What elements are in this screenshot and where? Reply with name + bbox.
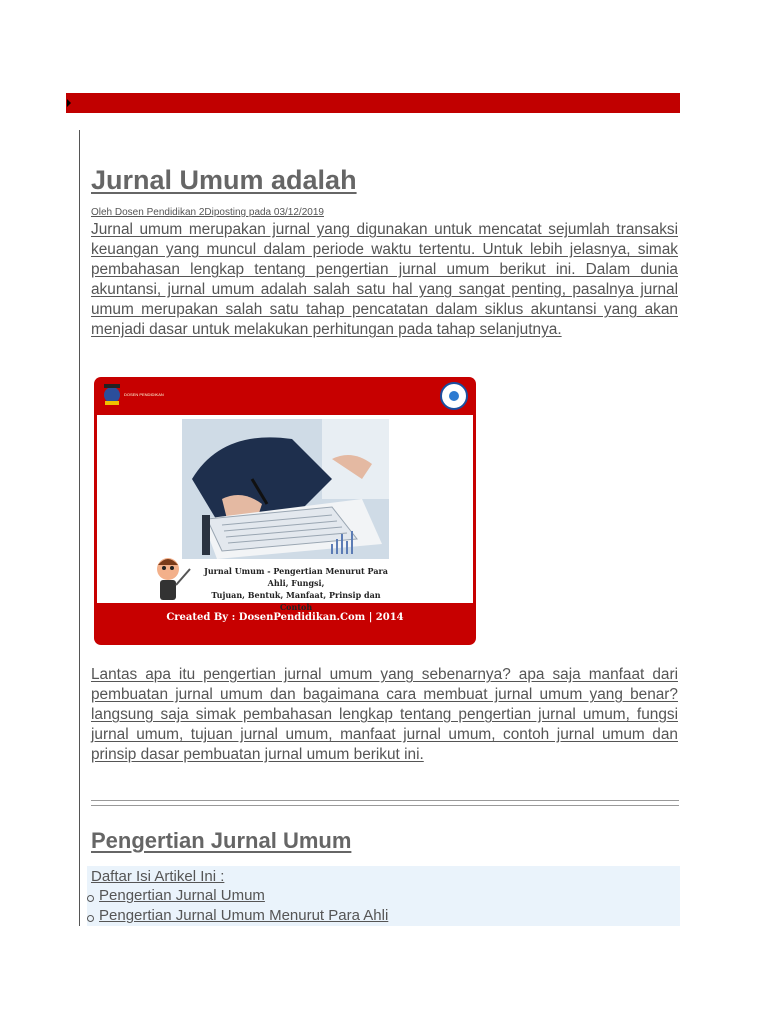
toc-title: Daftar Isi Artikel Ini :: [91, 868, 225, 885]
circle-bullet-icon: [87, 895, 94, 902]
table-of-contents: [87, 866, 680, 926]
caption-line-1: Jurnal Umum - Pengertian Menurut Para Ahli, Fungsi,: [204, 566, 388, 588]
figure-header: [94, 377, 476, 415]
logo-wordmark: DOSEN PENDIDIKAN: [124, 392, 164, 397]
circle-bullet-icon: [87, 915, 94, 922]
toc-item-pengertian-menurut-para-ahli[interactable]: [99, 907, 388, 924]
intro-paragraph[interactable]: Jurnal umum merupakan jurnal yang digunakan untuk mencatat sejumlah transaksi keuangan yang muncul dalam periode waktu tertentu. Untuk lebih jelasnya, simak pembahasan lengkap tentang pengertian jurnal umum berikut ini. Dalam dunia akuntansi, jurnal umum adalah salah satu hal yang sangat penting, pasalnya jurnal umum merupakan salah satu tahap pencatatan dalam siklus akuntansi yang akan menjadi dasar untuk melakukan perhitungan pada tahap selanjutnya.: [91, 221, 678, 338]
second-paragraph[interactable]: Lantas apa itu pengertian jurnal umum yang sebenarnya? apa saja manfaat dari pembuatan jurnal umum dan bagaimana cara membuat jurnal umum yang benar? langsung saja simak pembahasan lengkap tentang pengertian jurnal umum, fungsi jurnal umum, tujuan jurnal umum, manfaat jurnal umum, contoh jurnal umum dan prinsip dasar pembuatan jurnal umum berikut ini.: [91, 666, 678, 763]
top-red-banner: [66, 93, 680, 113]
section-heading[interactable]: Pengertian Jurnal Umum: [91, 828, 352, 853]
toc-item-label: Pengertian Jurnal Umum: [99, 887, 265, 904]
toc-item-pengertian-jurnal-umum[interactable]: [99, 887, 265, 904]
accounting-photo: [182, 419, 389, 559]
article-figure[interactable]: [94, 377, 476, 645]
article-title[interactable]: Jurnal Umum adalah: [91, 165, 357, 195]
article-meta[interactable]: Oleh Dosen Pendidikan 2Diposting pada 03/12/2019: [91, 207, 324, 218]
toc-item-label: Pengertian Jurnal Umum Menurut Para Ahli: [99, 907, 389, 924]
figure-credit: Created By : DosenPendidikan.Com | 2014: [166, 612, 404, 623]
professor-mascot-icon: [152, 555, 192, 603]
caret-right-icon: [67, 99, 71, 107]
divider-top: [91, 800, 679, 801]
caption-line-2: Tujuan, Bentuk, Manfaat, Prinsip dan Contoh: [211, 590, 381, 612]
tut-wuri-handayani-seal-icon: [440, 382, 468, 410]
divider-bottom: [91, 805, 679, 806]
figure-body: [97, 415, 473, 612]
figure-caption: [196, 565, 396, 613]
person-writing-on-document-icon: [182, 419, 389, 559]
left-rule: [79, 130, 80, 926]
